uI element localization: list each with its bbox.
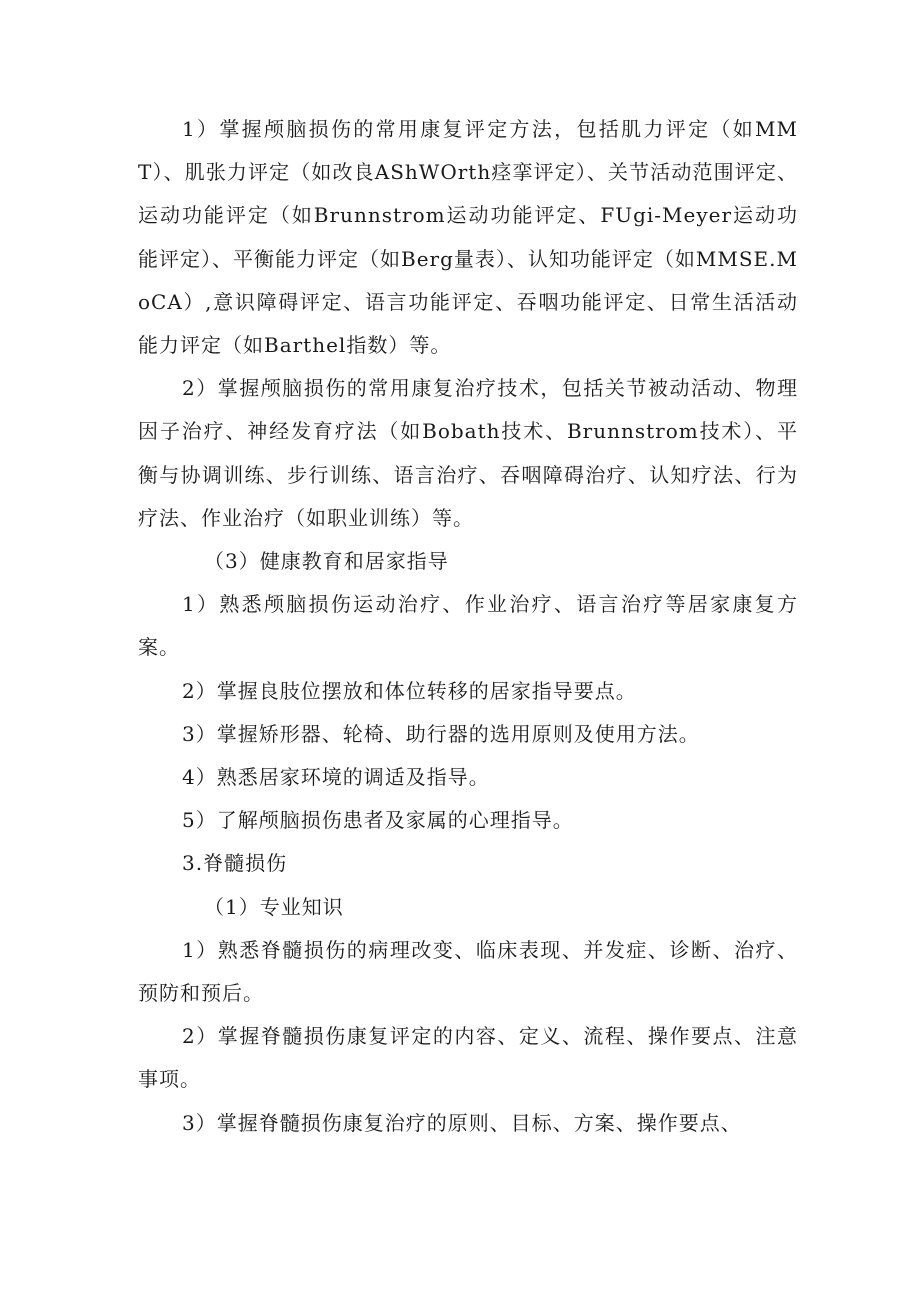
paragraph-positioning-guidance: 2）掌握良肢位摆放和体位转移的居家指导要点。 xyxy=(182,678,637,703)
paragraph-home-environment: 4）熟悉居家环境的调适及指导。 xyxy=(182,765,490,790)
paragraph-assistive-devices: 3）掌握矫形器、轮椅、助行器的选用原则及使用方法。 xyxy=(182,721,700,746)
section-heading-spinal-cord-injury: 3.脊髓损伤 xyxy=(182,851,288,876)
section-heading-professional-knowledge: （1）专业知识 xyxy=(204,894,344,919)
paragraph-psychological-guidance: 5）了解颅脑损伤患者及家属的心理指导。 xyxy=(182,808,574,833)
document-body xyxy=(138,108,798,1145)
paragraph-home-rehab-plan: 1）熟悉颅脑损伤运动治疗、作业治疗、语言治疗等居家康复方案。 xyxy=(138,592,798,660)
paragraph-sci-pathology: 1）熟悉脊髓损伤的病理改变、临床表现、并发症、诊断、治疗、预防和预后。 xyxy=(138,937,798,1006)
paragraph-sci-assessment: 2）掌握脊髓损伤康复评定的内容、定义、流程、操作要点、注意事项。 xyxy=(138,1024,798,1092)
paragraph-assessment-methods: 1）掌握颅脑损伤的常用康复评定方法，包括肌力评定（如MMT）、肌张力评定（如改良AShWOrth痉挛评定）、关节活动范围评定、运动功能评定（如Brunnstrom运动功能评定、FUgi-Meyer运动功能评定）、平衡能力评定（如Berg量表）、认知功能评定（如MMSE.MoCA）,意识障碍评定、语言功能评定、吞咽功能评定、日常生活活动能力评定（如Barthel指数）等。 xyxy=(138,117,798,358)
paragraph-sci-treatment: 3）掌握脊髓损伤康复治疗的原则、目标、方案、操作要点、 xyxy=(182,1110,742,1135)
paragraph-treatment-techniques: 2）掌握颅脑损伤的常用康复治疗技术，包括关节被动活动、物理因子治疗、神经发育疗法（如Bobath技术、Brunnstrom技术）、平衡与协调训练、步行训练、语言治疗、吞咽障碍治疗、认知疗法、行为疗法、作业治疗（如职业训练）等。 xyxy=(138,376,798,530)
section-heading-health-education: （3）健康教育和居家指导 xyxy=(204,549,449,574)
